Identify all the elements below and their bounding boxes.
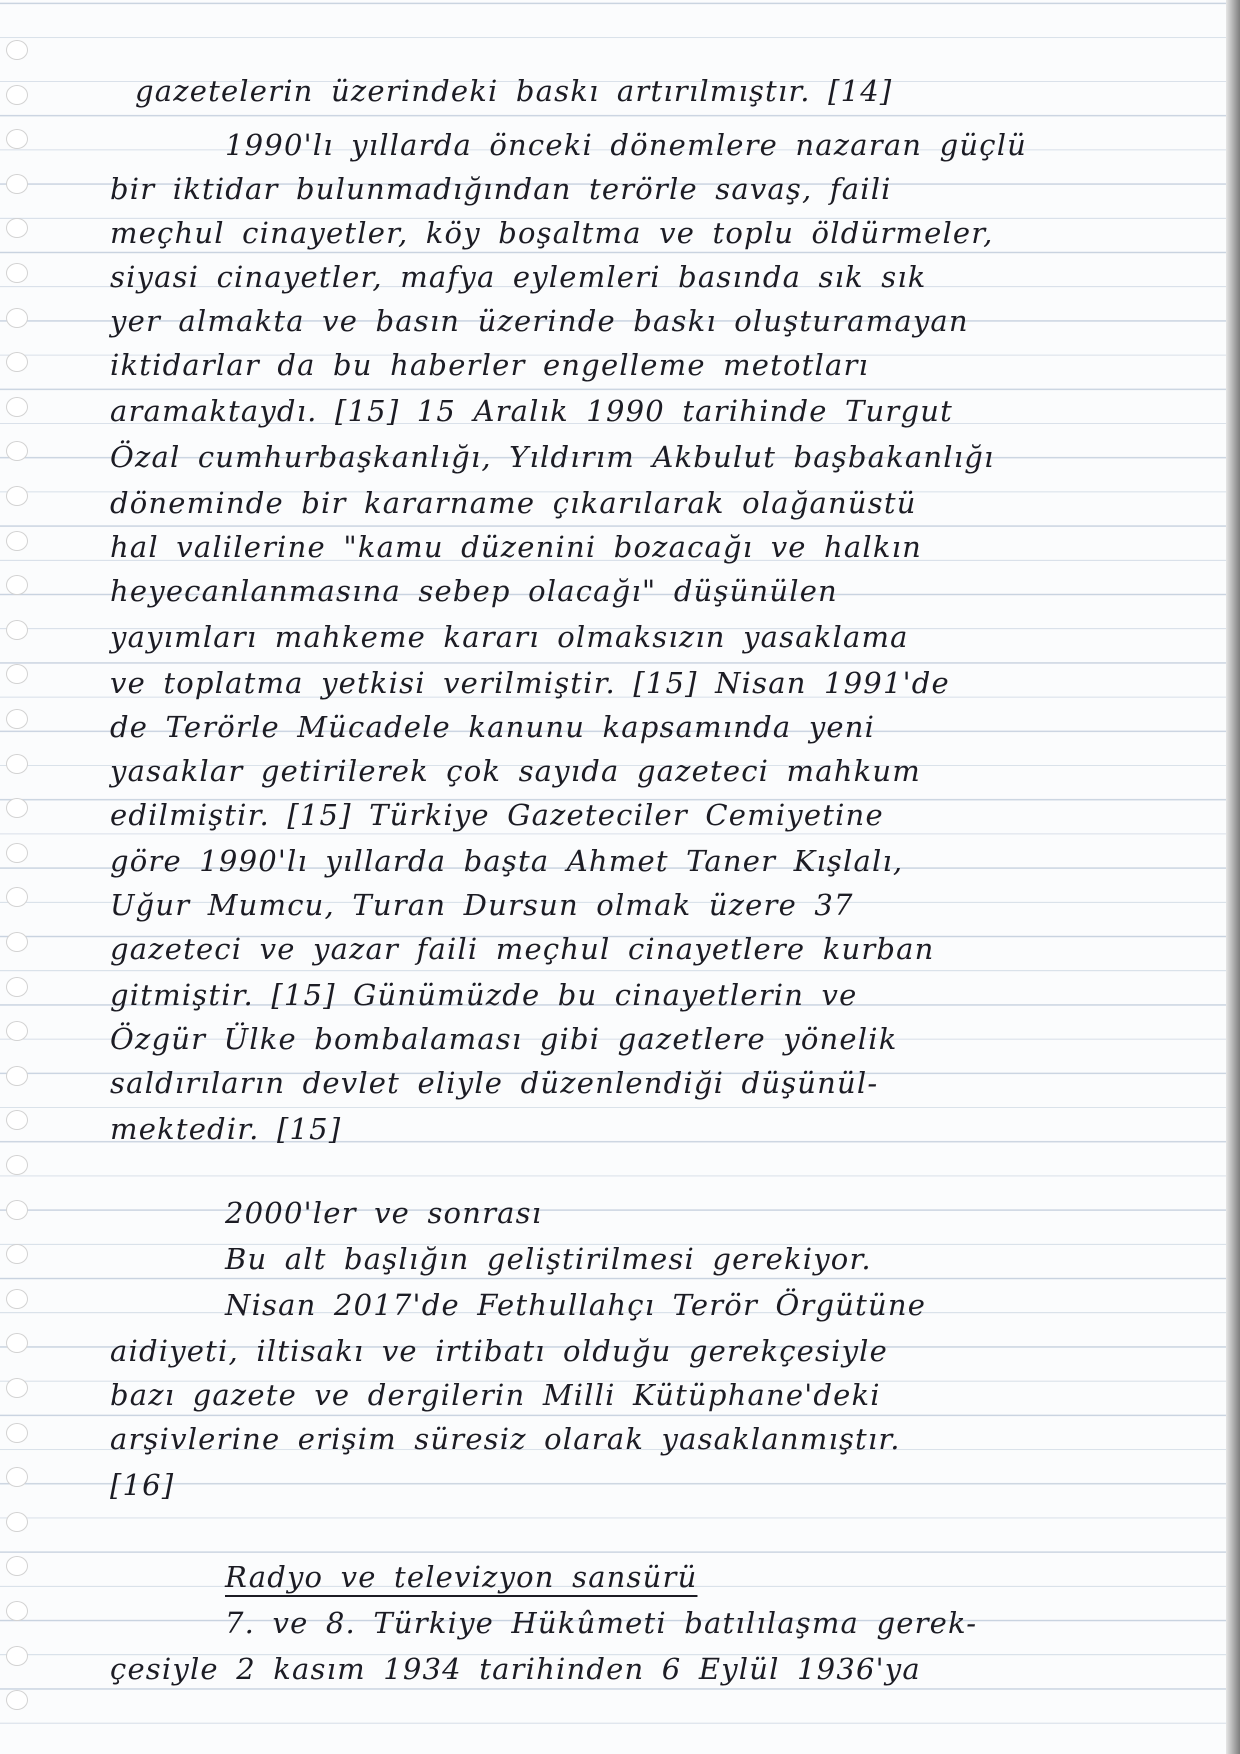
binder-hole bbox=[6, 218, 28, 238]
binder-hole bbox=[6, 1512, 28, 1532]
text-line: aramaktaydı. [15] 15 Aralık 1990 tarihinde Turgut bbox=[110, 394, 953, 428]
text-line: 1990'lı yıllarda önceki dönemlere nazaran güçlü bbox=[225, 128, 1028, 162]
text-line: gazetelerin üzerindeki baskı artırılmıştır. [14] bbox=[135, 74, 893, 108]
text-line: Bu alt başlığın geliştirilmesi gerekiyor. bbox=[225, 1242, 872, 1276]
text-line: yer almakta ve basın üzerinde baskı oluşturamayan bbox=[110, 304, 969, 338]
binder-hole bbox=[6, 664, 28, 684]
text-line: hal valilerine "kamu düzenini bozacağı ve halkın bbox=[110, 530, 923, 564]
text-line: aidiyeti, iltisakı ve irtibatı olduğu gerekçesiyle bbox=[110, 1334, 889, 1368]
section-heading: 2000'ler ve sonrası bbox=[225, 1196, 543, 1230]
binder-hole bbox=[6, 1289, 28, 1309]
text-line: Uğur Mumcu, Turan Dursun olmak üzere 37 bbox=[110, 888, 854, 922]
page-edge-shadow bbox=[1226, 0, 1240, 1754]
text-line: siyasi cinayetler, mafya eylemleri basında sık sık bbox=[110, 260, 927, 294]
text-line: Özgür Ülke bombalaması gibi gazetlere yönelik bbox=[110, 1022, 898, 1056]
text-line: döneminde bir kararname çıkarılarak olağanüstü bbox=[110, 486, 917, 520]
text-line: saldırıların devlet eliyle düzenlendiği düşünül- bbox=[110, 1066, 879, 1100]
text-line: Nisan 2017'de Fethullahçı Terör Örgütüne bbox=[225, 1288, 927, 1322]
binder-hole bbox=[6, 397, 28, 417]
text-line: iktidarlar da bu haberler engelleme metotları bbox=[110, 348, 870, 382]
binder-hole bbox=[6, 1200, 28, 1220]
binder-hole bbox=[6, 1333, 28, 1353]
text-line: heyecanlanmasına sebep olacağı" düşünülen bbox=[110, 574, 838, 608]
text-line: yasaklar getirilerek çok sayıda gazeteci mahkum bbox=[110, 754, 921, 788]
binder-hole bbox=[6, 486, 28, 506]
text-line: bazı gazete ve dergilerin Milli Kütüphane'deki bbox=[110, 1378, 881, 1412]
text-line: yayımları mahkeme kararı olmaksızın yasaklama bbox=[110, 620, 909, 654]
binder-hole bbox=[6, 1110, 28, 1130]
binder-hole bbox=[6, 85, 28, 105]
binder-hole bbox=[6, 843, 28, 863]
binder-hole bbox=[6, 1690, 28, 1710]
binder-hole bbox=[6, 1066, 28, 1086]
text-line: Özal cumhurbaşkanlığı, Yıldırım Akbulut başbakanlığı bbox=[110, 440, 995, 474]
section-heading: Radyo ve televizyon sansürü bbox=[225, 1560, 698, 1594]
text-line: gazeteci ve yazar faili meçhul cinayetlere kurban bbox=[110, 932, 935, 966]
binder-hole bbox=[6, 441, 28, 461]
binder-hole bbox=[6, 887, 28, 907]
binder-hole bbox=[6, 263, 28, 283]
binder-hole bbox=[6, 754, 28, 774]
binder-hole bbox=[6, 1378, 28, 1398]
text-line: edilmiştir. [15] Türkiye Gazeteciler Cemiyetine bbox=[110, 798, 884, 832]
binder-hole bbox=[6, 977, 28, 997]
text-line: 7. ve 8. Türkiye Hükûmeti batılılaşma gerek- bbox=[225, 1606, 978, 1640]
binder-hole bbox=[6, 1155, 28, 1175]
binder-hole bbox=[6, 1021, 28, 1041]
text-line: gitmiştir. [15] Günümüzde bu cinayetlerin ve bbox=[110, 978, 858, 1012]
binder-hole bbox=[6, 129, 28, 149]
binder-hole-strip bbox=[0, 0, 36, 1754]
text-line: göre 1990'lı yıllarda başta Ahmet Taner Kışlalı, bbox=[110, 844, 904, 878]
binder-hole bbox=[6, 798, 28, 818]
text-line: bir iktidar bulunmadığından terörle savaş, faili bbox=[110, 172, 892, 206]
text-line: çesiyle 2 kasım 1934 tarihinden 6 Eylül 1936'ya bbox=[110, 1652, 921, 1686]
binder-hole bbox=[6, 531, 28, 551]
binder-hole bbox=[6, 709, 28, 729]
binder-hole bbox=[6, 174, 28, 194]
binder-hole bbox=[6, 620, 28, 640]
text-line: mektedir. [15] bbox=[110, 1112, 342, 1146]
binder-hole bbox=[6, 1467, 28, 1487]
text-line: ve toplatma yetkisi verilmiştir. [15] Nisan 1991'de bbox=[110, 666, 950, 700]
binder-hole bbox=[6, 1601, 28, 1621]
binder-hole bbox=[6, 1646, 28, 1666]
text-line: de Terörle Mücadele kanunu kapsamında yeni bbox=[110, 710, 876, 744]
binder-hole bbox=[6, 1556, 28, 1576]
binder-hole bbox=[6, 352, 28, 372]
binder-hole bbox=[6, 1423, 28, 1443]
binder-hole bbox=[6, 932, 28, 952]
binder-hole bbox=[6, 1244, 28, 1264]
text-line: arşivlerine erişim süresiz olarak yasaklanmıştır. bbox=[110, 1422, 901, 1456]
text-line: meçhul cinayetler, köy boşaltma ve toplu öldürmeler, bbox=[110, 216, 994, 250]
binder-hole bbox=[6, 40, 28, 60]
binder-hole bbox=[6, 575, 28, 595]
text-line: [16] bbox=[110, 1468, 175, 1502]
binder-hole bbox=[6, 308, 28, 328]
